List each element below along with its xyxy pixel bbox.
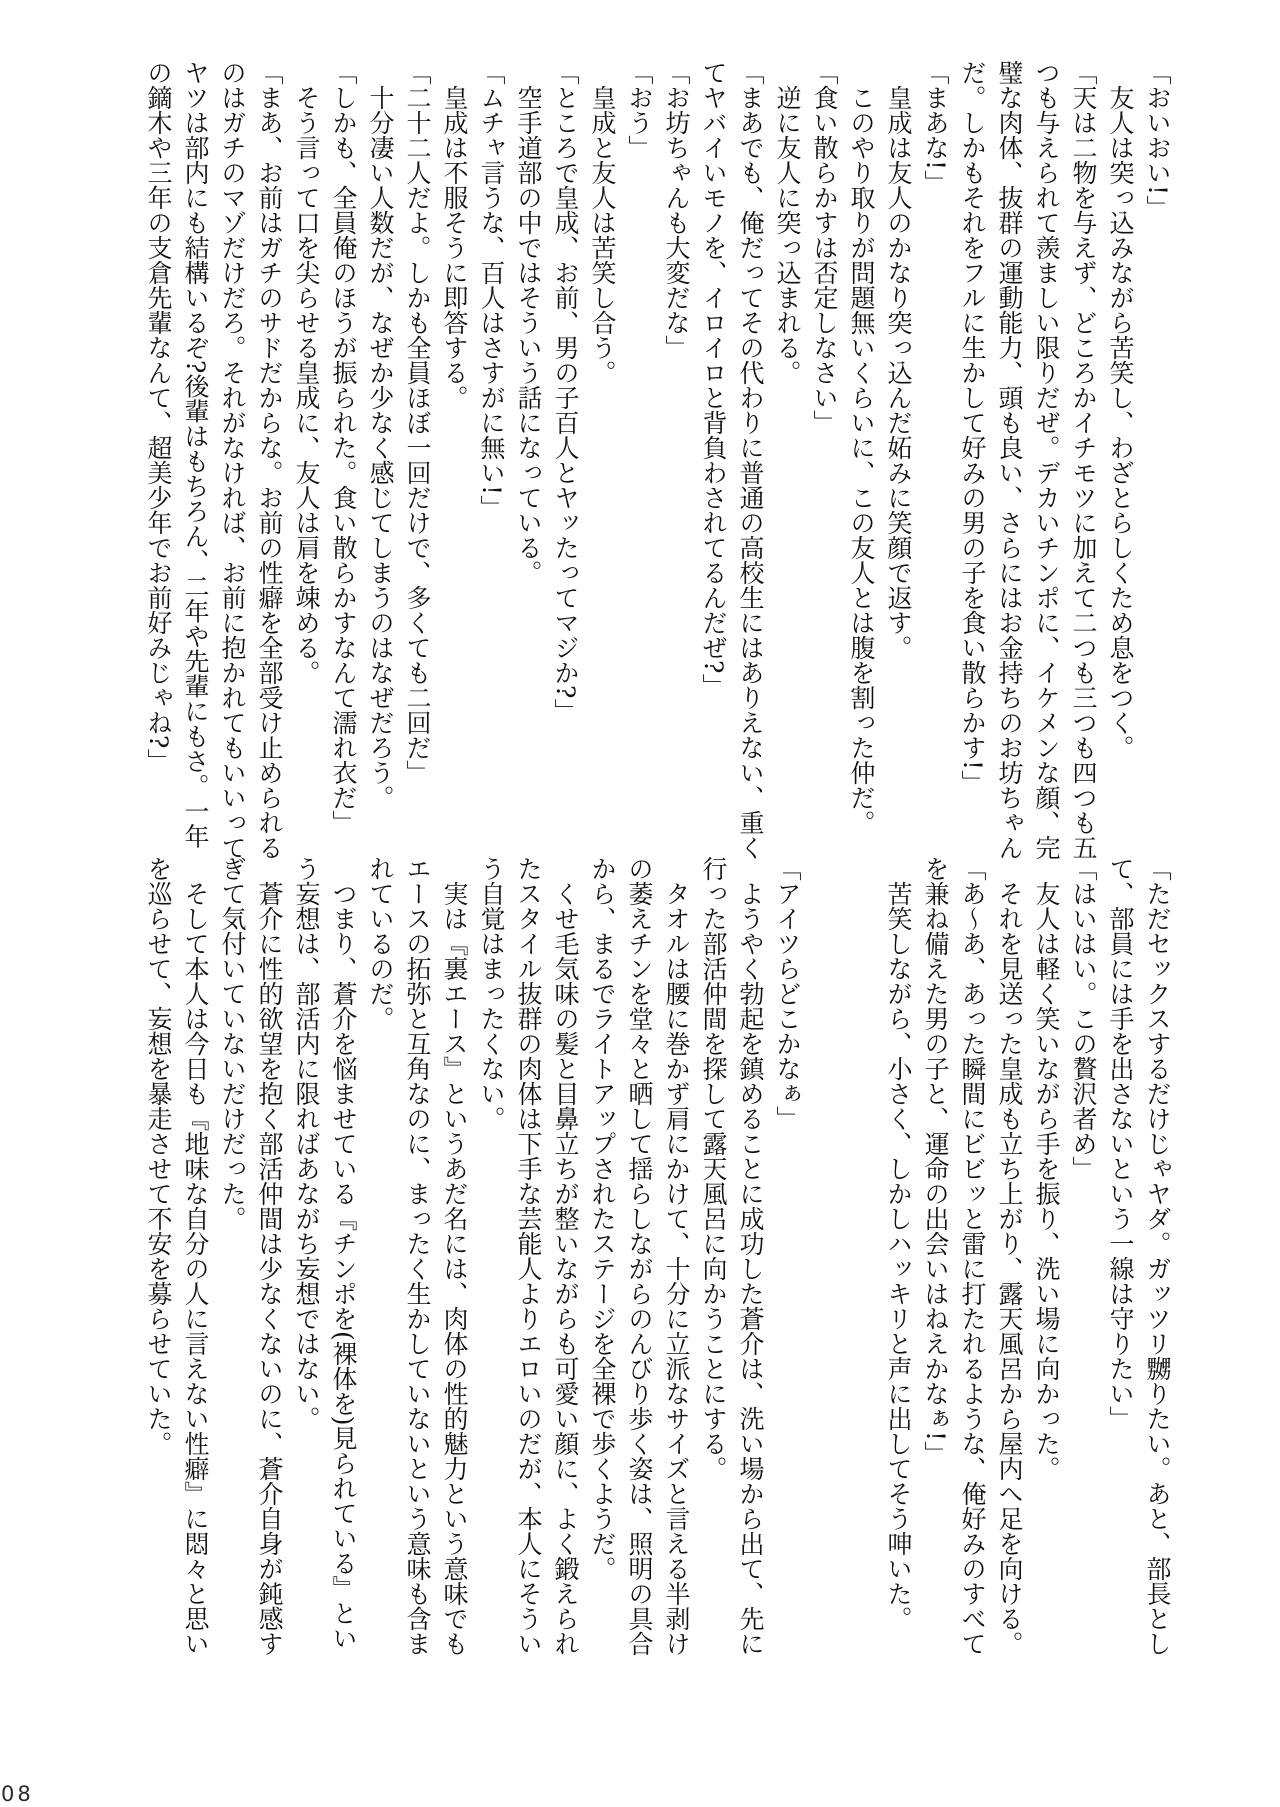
paragraph: 「おいおい!」 (1143, 60, 1172, 221)
paragraph: それを見送った皇成も立ち上がり、露天風呂から屋内へ足を向ける。 (995, 881, 1024, 1656)
paragraph: 「ムチャ言うな、百人はさすがに無い!」 (477, 60, 506, 521)
paragraph: つまり、蒼介を悩ませている『チンポを(裸体を)見られている』という妄想は、部活内に限ればあながち妄想ではない。 (292, 856, 358, 1651)
paragraph: 「天は二物を与えず、どころかイチモツに加えて二つも三つも四つも五つも与えられて羨ましい限りだぜ。デカいチンポに、イケメンな顔、完璧な肉体、抜群の運動能力、頭も良い、さらにはお金持ちのお坊ちゃんだ。しかもそれをフルに生かして好みの男の子を食い散らかす!」 (958, 60, 1098, 860)
paragraph: そして本人は今日も『地味な自分の人に言えない性癖』に悶々と思いを巡らせて、妄想を暴走させて不安を募らせていた。 (144, 856, 210, 1656)
paragraph: 「まあでも、俺だってその代わりに普通の高校生にはありえない、重くてヤバイいモノを、イロイロと背負わされてるんだぜ?」 (699, 60, 765, 860)
paragraph: 「アイツらどこかなぁ」 (773, 856, 802, 1131)
paragraph: 「食い散らかすは否定しなさい」 (810, 60, 839, 435)
scene-break-gap (843, 856, 880, 1658)
paragraph: 十分凄い人数だが、なぜか少なく感じてしまうのはなぜだろう。 (366, 85, 395, 810)
paragraph: 皇成は不服そうに即答する。 (440, 85, 469, 410)
paragraph: 「ただセックスするだけじゃヤダ。ガッツリ嬲りたい。あと、部長として、部員には手を出さないという一線は守りたい」 (1106, 856, 1172, 1656)
paragraph: くせ毛気味の髪と目鼻立ちが整いながらも可愛い顔に、よく鍛えられたスタイル抜群の肉体は下手な芸能人よりエロいのだが、本人にそういう自覚はまったくない。 (477, 856, 580, 1656)
paragraph: 「二十二人だよ。しかも全員ほぼ一回だけで、多くても二回だ」 (403, 60, 432, 785)
paragraph: 実は『裏エース』というあだ名には、肉体の性的魅力という意味でもエースの拓弥と互角なのに、まったく生かしていないという意味も含まれているのだ。 (366, 856, 469, 1656)
paragraph: 蒼介に性的欲望を抱く部活仲間は少なくないのに、蒼介自身が鈍感すぎて気付いていないだけだった。 (218, 856, 284, 1656)
paragraph: 「はいはい。この贅沢者め」 (1069, 856, 1098, 1181)
paragraph: 空手道部の中ではそういう話になっている。 (514, 85, 543, 585)
paragraph: ようやく勃起を鎮めることに成功した蒼介は、洗い場から出て、先に行った部活仲間を探して露天風呂に向かうことにする。 (699, 856, 765, 1656)
paragraph: このやり取りが問題無いくらいに、この友人とは腹を割った仲だ。 (847, 85, 876, 835)
paragraph: 「おう」 (625, 60, 654, 160)
page-number: 08 (1, 1782, 34, 1806)
paragraph: そう言って口を尖らせる皇成に、友人は肩を竦める。 (292, 85, 321, 685)
paragraph: 「まあな!」 (921, 60, 950, 196)
paragraph: タオルは腰に巻かず肩にかけて、十分に立派なサイズと言える半剥けの萎えチンを堂々と晒して揺らしながらのんびり歩く姿は、照明の具合から、まるでライトアップされたステージを全裸で歩くようだ。 (588, 856, 691, 1656)
text-block-top (140, 60, 1176, 862)
paragraph: 苦笑しながら、小さく、しかしハッキリと声に出してそう呻いた。 (884, 881, 913, 1631)
paragraph: 逆に友人に突っ込まれる。 (773, 85, 802, 385)
paragraph: 「まあ、お前はガチのサドだからな。お前の性癖を全部受け止められるのはガチのマゾだけだろ。それがなければ、お前に抱かれてもいいってヤツは部内にも結構いるぞ?後輩はもちろん、二年や先輩にもさ。一年の鏑木や三年の支倉先輩なんて、超美少年でお前好みじゃね?」 (144, 60, 284, 860)
paragraph: 「ところで皇成、お前、男の子百人とヤッたってマジか?」 (551, 60, 580, 724)
paragraph: 友人は軽く笑いながら手を振り、洗い場に向かった。 (1032, 881, 1061, 1481)
text-block-bottom (140, 856, 1176, 1658)
paragraph: 「あ〜あ、あった瞬間にビビッと雷に打たれるような、俺好みのすべてを兼ね備えた男の子と、運命の出会いはねえかなぁ!」 (921, 856, 987, 1656)
paragraph: 友人は突っ込みながら苦笑し、わざとらしくため息をつく。 (1106, 85, 1135, 760)
paragraph: 「お坊ちゃんも大変だな」 (662, 60, 691, 360)
paragraph: 皇成と友人は苦笑し合う。 (588, 85, 617, 385)
paragraph: 「しかも、全員俺のほうが振られた。食い散らかすなんて濡れ衣だ」 (329, 60, 358, 835)
paragraph: 皇成は友人のかなり突っ込んだ妬みに笑顔で返す。 (884, 85, 913, 660)
